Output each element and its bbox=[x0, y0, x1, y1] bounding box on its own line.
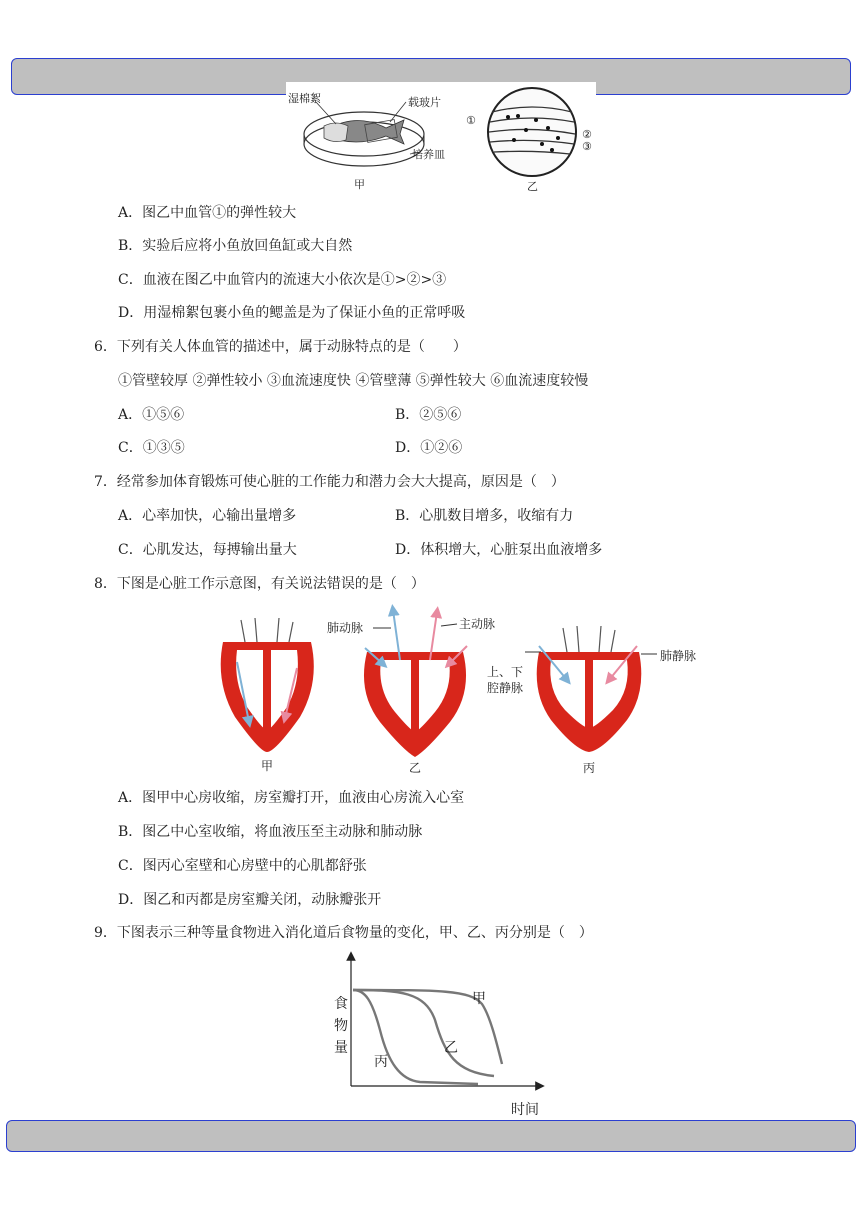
curve-label-yi: 乙 bbox=[444, 1040, 458, 1056]
caption-jia: 甲 bbox=[354, 178, 365, 191]
heart-jia bbox=[221, 618, 314, 773]
label-pulmonary-artery: 肺动脉 bbox=[327, 621, 364, 635]
ylabel-3: 量 bbox=[334, 1040, 348, 1056]
heart-diagram bbox=[205, 602, 715, 778]
label-slide: 载玻片 bbox=[408, 96, 441, 109]
q8-option-c: C．图丙心室壁和心房壁中的心肌都舒张 bbox=[118, 858, 367, 874]
heart-caption-yi: 乙 bbox=[409, 761, 422, 775]
heart-bing bbox=[487, 626, 696, 775]
q6-option-d: D．①②⑥ bbox=[395, 440, 463, 456]
xlabel: 时间 bbox=[511, 1102, 539, 1118]
q5-option-c: C．血液在图乙中血管内的流速大小依次是①>②>③ bbox=[118, 272, 447, 288]
label-n3: ③ bbox=[582, 140, 592, 153]
q5-option-a: A．图乙中血管①的弹性较大 bbox=[118, 205, 297, 221]
ylabel-1: 食 bbox=[334, 996, 348, 1012]
q7-option-d: D．体积增大，心脏泵出血液增多 bbox=[395, 542, 603, 558]
heart-caption-bing: 丙 bbox=[583, 761, 596, 775]
ylabel-2: 物 bbox=[334, 1018, 348, 1034]
q5-option-b: B．实验后应将小鱼放回鱼缸或大自然 bbox=[118, 238, 353, 254]
label-pulmonary-vein: 肺静脉 bbox=[660, 649, 697, 663]
label-n1: ① bbox=[466, 114, 476, 127]
heart-yi bbox=[327, 610, 495, 775]
curve-label-bing: 丙 bbox=[374, 1054, 388, 1070]
q8-option-b: B．图乙中心室收缩，将血液压至主动脉和肺动脉 bbox=[118, 824, 423, 840]
curve-bing bbox=[353, 990, 478, 1084]
label-vena-cava-2: 腔静脉 bbox=[487, 681, 524, 695]
label-n2: ② bbox=[582, 128, 592, 141]
q6-items: ①管壁较厚 ②弹性较小 ③血流速度快 ④管壁薄 ⑤弹性较大 ⑥血流速度较慢 bbox=[118, 373, 589, 389]
label-vena-cava-1: 上、下 bbox=[487, 665, 524, 679]
heart-caption-jia: 甲 bbox=[261, 759, 274, 773]
q6-option-a: A．①⑤⑥ bbox=[118, 407, 185, 423]
q6-option-c: C．①③⑤ bbox=[118, 440, 185, 456]
q9-stem: 9．下图表示三种等量食物进入消化道后食物量的变化，甲、乙、丙分别是（ ） bbox=[94, 925, 593, 941]
q8-option-a: A．图甲中心房收缩，房室瓣打开，血液由心房流入心室 bbox=[118, 790, 465, 806]
q7-stem: 7．经常参加体育锻炼可使心脏的工作能力和潜力会大大提高，原因是（ ） bbox=[94, 474, 565, 490]
digestion-graph bbox=[330, 950, 554, 1120]
q6-option-b: B．②⑤⑥ bbox=[395, 407, 462, 423]
fish-experiment-figure bbox=[286, 82, 596, 194]
q7-option-c: C．心肌发达，每搏输出量大 bbox=[118, 542, 297, 558]
curve-label-jia: 甲 bbox=[472, 991, 486, 1007]
label-aorta: 主动脉 bbox=[459, 617, 496, 631]
label-cotton: 湿棉絮 bbox=[288, 92, 321, 105]
q5-option-d: D．用湿棉絮包裹小鱼的鳃盖是为了保证小鱼的正常呼吸 bbox=[118, 305, 466, 321]
q6-stem: 6．下列有关人体血管的描述中，属于动脉特点的是（ ） bbox=[94, 339, 467, 355]
q8-stem: 8．下图是心脏工作示意图，有关说法错误的是（ ） bbox=[94, 576, 425, 592]
q7-option-b: B．心肌数目增多，收缩有力 bbox=[395, 508, 574, 524]
caption-yi: 乙 bbox=[527, 180, 538, 193]
q7-option-a: A．心率加快，心输出量增多 bbox=[118, 508, 297, 524]
footer-bar bbox=[6, 1120, 856, 1152]
label-dish: 培养皿 bbox=[412, 148, 445, 161]
q8-option-d: D．图乙和丙都是房室瓣关闭，动脉瓣张开 bbox=[118, 892, 382, 908]
